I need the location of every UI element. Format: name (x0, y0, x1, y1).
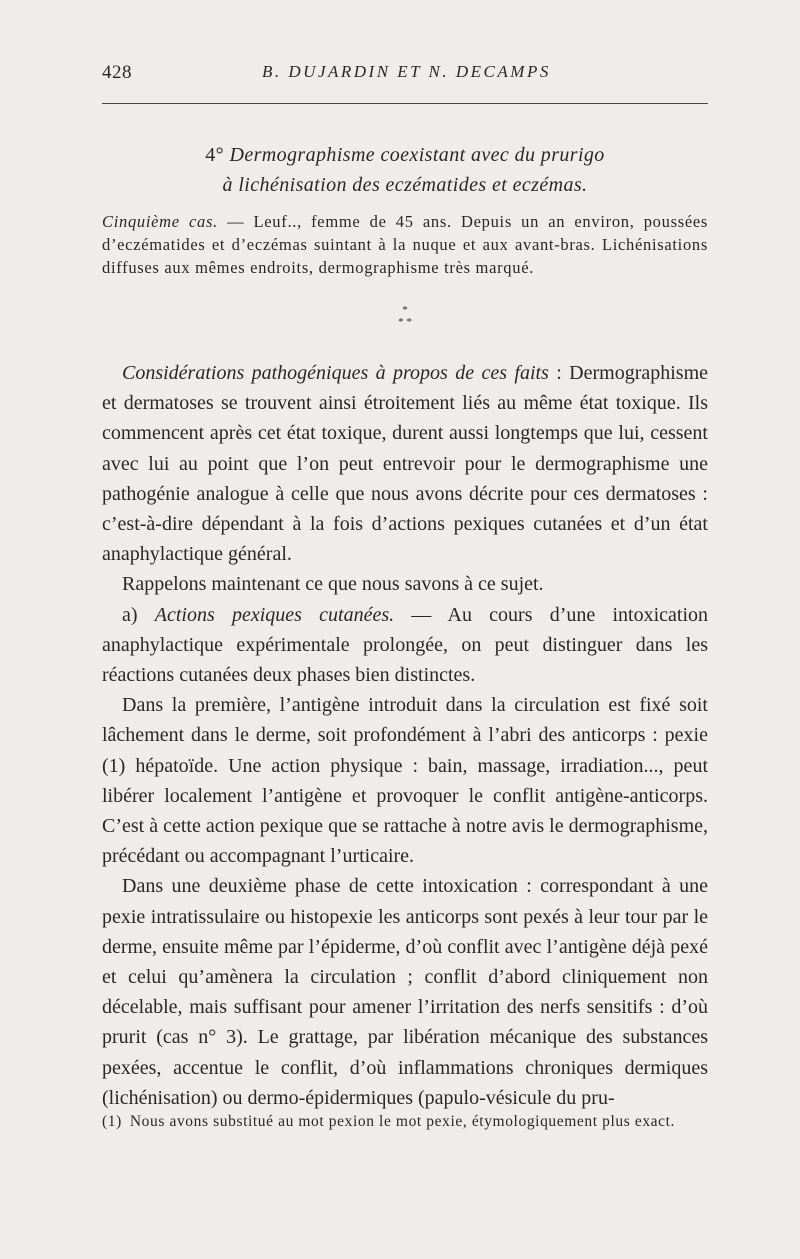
case-label: Cinquième cas. (102, 212, 218, 231)
considerations-text: : Dermographisme et dermatoses se trouvent ainsi étroitement liés au même état toxique. Ils commencent après cet état toxique, durent aussi longtemps que lui, cessent avec lui au point que l’on peut entrevoir pour le dermographisme une pathogénie analogue à celle que nous avons décrite pour ces dermatoses : c’est-à-dire dépendant à la fois d’actions pexiques cutanées et d’un état anaphylactique général. (102, 362, 709, 566)
actions-text: — Au cours d’une intoxication anaphylactique expérimentale prolongée, on peut distinguer dans les réactions cutanées deux phases bien distinctes. (102, 603, 709, 687)
paragraph-actions-pexiques (102, 600, 708, 691)
running-title: B. DUJARDIN ET N. DECAMPS (262, 62, 551, 81)
section-title-line-1 (102, 140, 708, 170)
paragraph-considerations (102, 358, 708, 569)
main-text (102, 358, 708, 1113)
case-text: — Leuf.., femme de 45 ans. Depuis un an environ, poussées d’eczématides et d’eczémas suintant à la nuque et aux avant-bras. Lichénisations diffuses aux mêmes endroits, dermographisme très marqué. (102, 212, 708, 277)
asterism-separator (380, 304, 430, 328)
section-title-text-1: Dermographisme coexistant avec du prurigo (229, 144, 605, 166)
paragraph-rappelons: Rappelons maintenant ce que nous savons à ce sujet. (122, 573, 544, 596)
section-number: 4° (205, 144, 225, 166)
actions-prefix: a) (122, 603, 155, 626)
asterism-top: * (402, 304, 408, 316)
page-header (102, 62, 708, 92)
paragraph-premiere-phase: Dans la première, l’antigène introduit dans la circulation est fixé soit lâchement dans le derme, soit profondément à l’abri des anticorps : pexie (1) hépatoïde. Une action physique : bain, massage, irradiation..., peut libérer localement l’antigène et provoquer le conflit antigène-anticorps. C’est à cette action pexique que se rattache à notre avis le dermographisme, précédant ou accompagnant l’urticaire. (102, 694, 708, 868)
footnote-marker: (1) (102, 1113, 122, 1130)
asterism-bottom: * * (398, 316, 412, 328)
section-title-line-2 (102, 170, 708, 200)
case-description (102, 210, 708, 279)
section-title-text-2: à lichénisation des eczématides et eczémas. (222, 174, 588, 196)
actions-heading: Actions pexiques cutanées. (154, 603, 395, 626)
page-number: 428 (102, 62, 132, 83)
header-rule (102, 103, 708, 104)
footnote (102, 1111, 708, 1132)
considerations-heading: Considérations pathogéniques à propos de ces faits (122, 362, 549, 384)
paragraph-deuxieme-phase: Dans une deuxième phase de cette intoxication : correspondant à une pexie intratissulaire ou histopexie les anticorps sont pexés à leur tour par le derme, ensuite même par l’épiderme, d’où conflit avec l’antigène déjà pexé et celui qu’amènera la circulation ; conflit d’abord cliniquement non décelable, mais suffisant pour amener l’irritation des nerfs sensitifs : d’où prurit (cas n° 3). Le grattage, par libération mécanique des substances pexées, accentue le conflit, d’où inflammations chroniques dermiques (lichénisation) ou dermo-épidermiques (papulo-vésicule du pru- (102, 875, 708, 1109)
footnote-text: Nous avons substitué au mot pexion le mot pexie, étymologiquement plus exact. (129, 1113, 676, 1130)
section-title (102, 140, 708, 200)
